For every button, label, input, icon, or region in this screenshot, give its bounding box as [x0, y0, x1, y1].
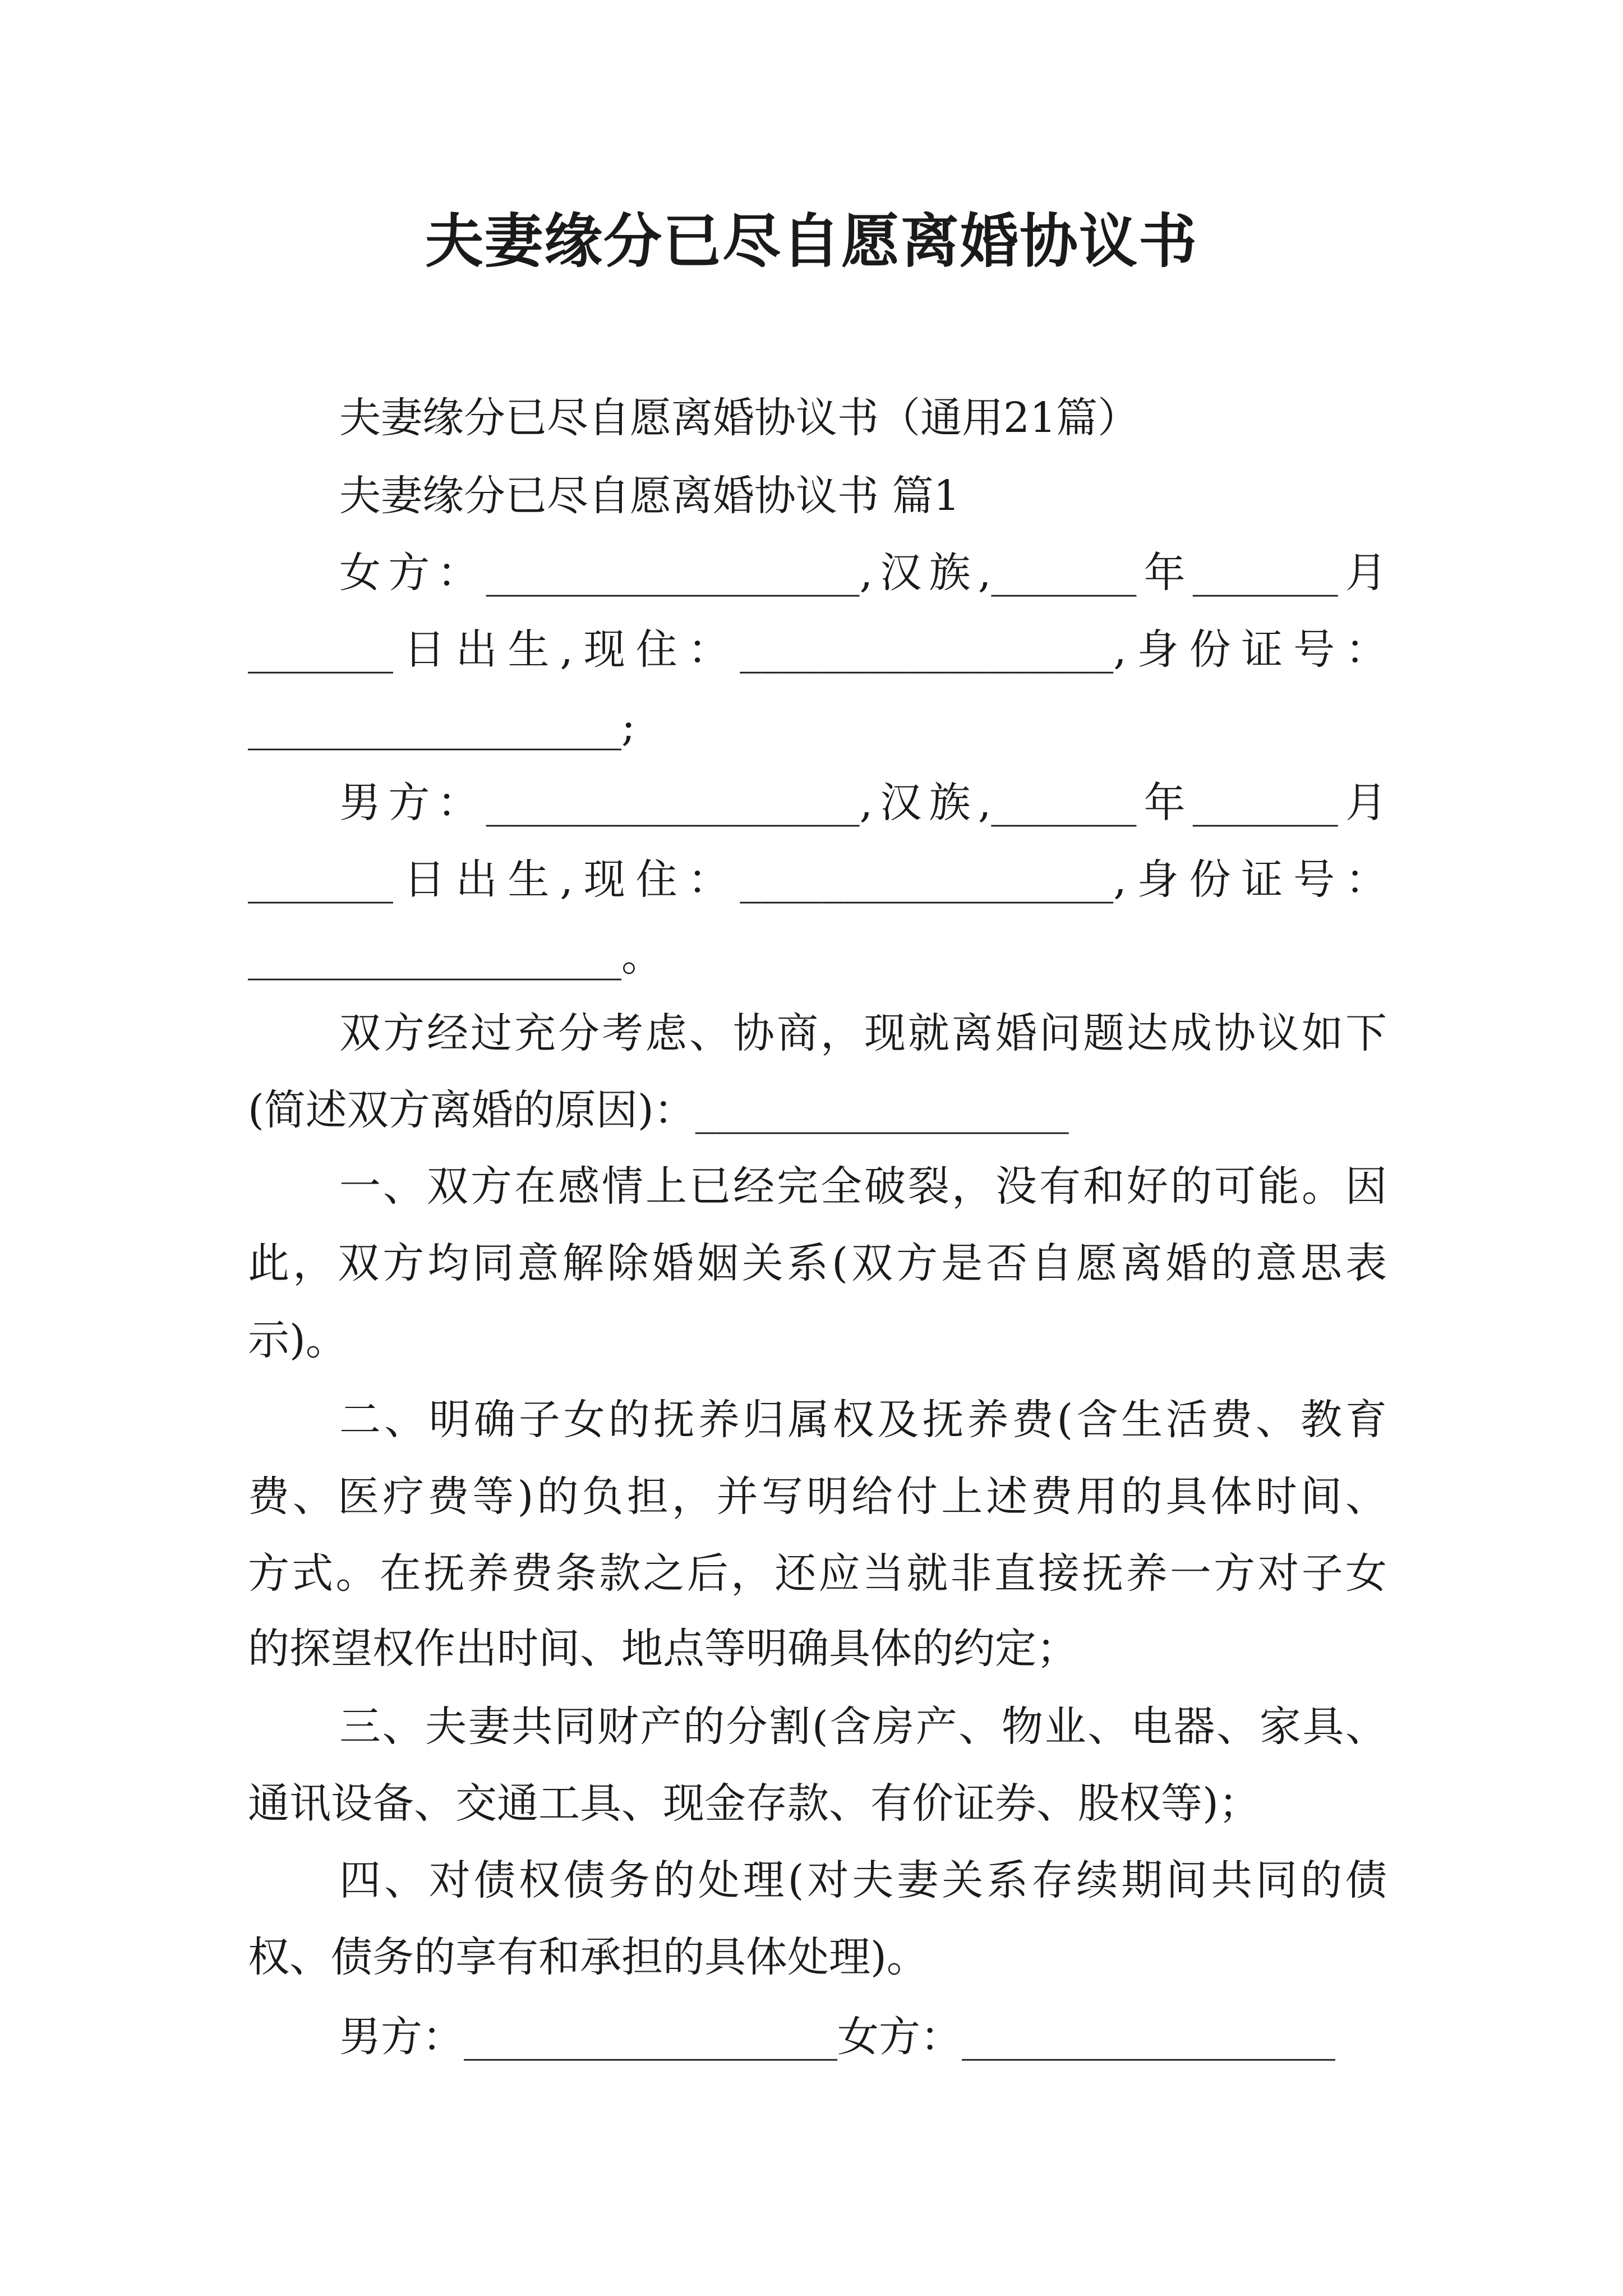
female-party-line: __________________; — [248, 702, 635, 751]
clause-1-line: 此，双方均同意解除婚姻关系(双方是否自愿离婚的意思表 — [248, 1239, 1387, 1287]
clause-1-line: 一、双方在感情上已经完全破裂，没有和好的可能。因 — [339, 1162, 1387, 1211]
male-party-line: _______日出生,现住：__________________,身份证号： — [248, 855, 1387, 904]
clause-3-line: 三、夫妻共同财产的分割(含房产、物业、电器、家具、 — [339, 1703, 1387, 1751]
section-heading: 夫妻缘分已尽自愿离婚协议书 篇1 — [339, 472, 960, 520]
clause-4-line: 四、对债权债务的处理(对夫妻关系存续期间共同的债 — [339, 1856, 1387, 1904]
female-party-line: 女方：__________________,汉族,_______年_______月 — [339, 549, 1387, 597]
clause-3-line: 通讯设备、交通工具、现金存款、有价证券、股权等)； — [248, 1779, 1260, 1828]
signature-line: 男方：__________________女方：__________________ — [339, 2013, 1335, 2061]
intro-paragraph-line: 双方经过充分考虑、协商，现就离婚问题达成协议如下 — [339, 1009, 1387, 1057]
clause-1-line: 示)。 — [248, 1316, 347, 1364]
clause-2-line: 费、医疗费等)的负担，并写明给付上述费用的具体时间、 — [248, 1473, 1387, 1521]
intro-paragraph-line: (简述双方离婚的原因)：__________________ — [248, 1086, 1069, 1134]
female-party-line: _______日出生,现住：__________________,身份证号： — [248, 625, 1387, 674]
clause-2-line: 方式。在抚养费条款之后，还应当就非直接抚养一方对子女 — [248, 1549, 1387, 1598]
male-party-line: __________________。 — [248, 932, 663, 981]
male-party-line: 男方：__________________,汉族,_______年_______月 — [339, 779, 1387, 827]
clause-2-line: 的探望权作出时间、地点等明确具体的约定； — [248, 1625, 1078, 1673]
document-subtitle: 夫妻缘分已尽自愿离婚协议书（通用21篇） — [339, 394, 1140, 442]
clause-4-line: 权、债务的享有和承担的具体处理)。 — [248, 1933, 928, 1981]
clause-2-line: 二、明确子女的抚养归属权及抚养费(含生活费、教育 — [339, 1396, 1387, 1444]
document-title: 夫妻缘分已尽自愿离婚协议书 — [425, 206, 1198, 275]
